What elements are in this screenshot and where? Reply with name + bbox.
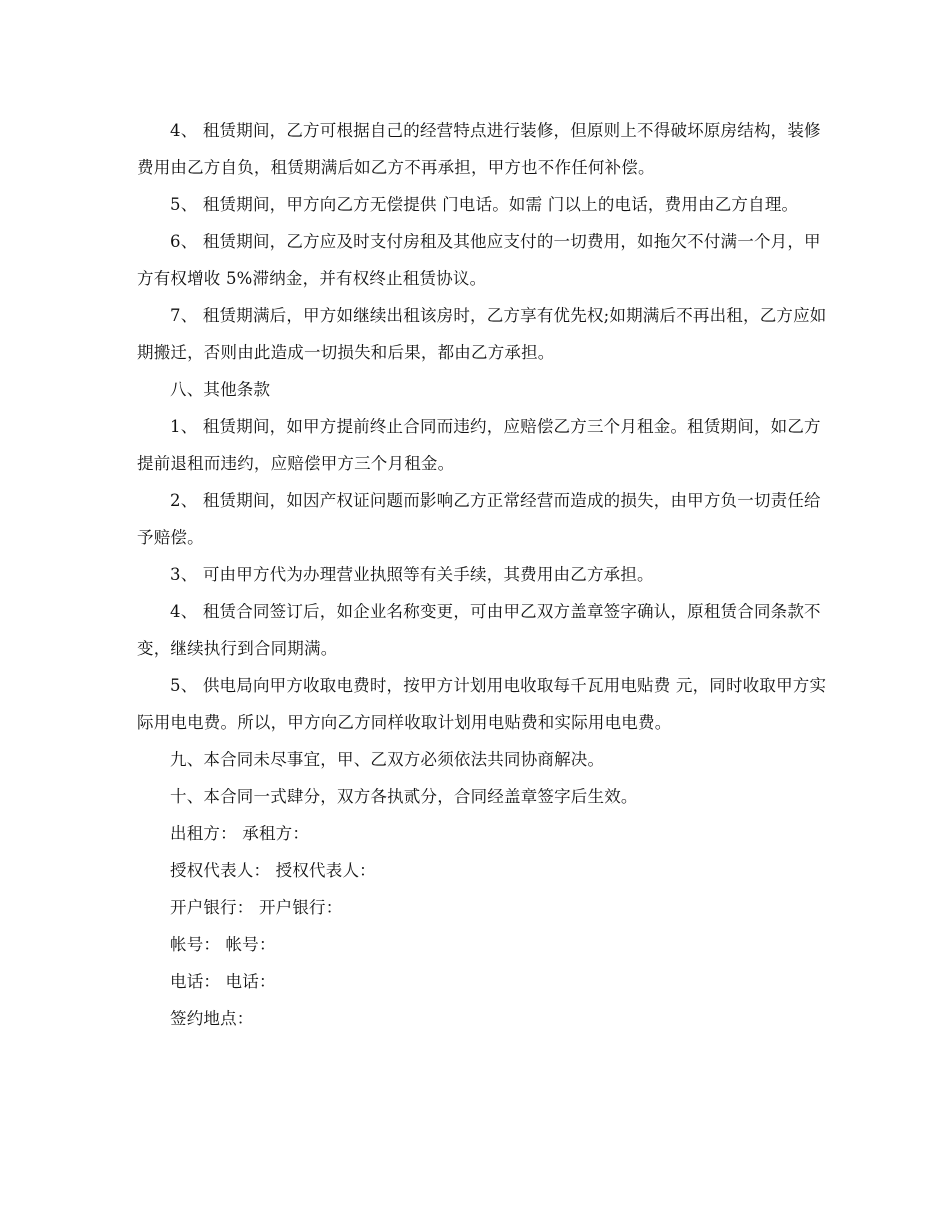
section-8-clause-2: 2、 租赁期间，如因产权证问题而影响乙方正常经营而造成的损失，由甲方负一切责任给予赔偿。	[137, 491, 821, 547]
signature-representatives: 授权代表人： 授权代表人：	[170, 861, 376, 880]
clause-7-renewal: 7、 租赁期满后，甲方如继续出租该房时，乙方享有优先权;如期满后不再出租，乙方应如期搬迁，否则由此造成一切损失和后果，都由乙方承担。	[137, 306, 827, 362]
signature-phones: 电话： 电话：	[170, 972, 276, 991]
clause-5-telephone: 5、 租赁期间，甲方向乙方无偿提供 门电话。如需 门以上的电话，费用由乙方自理。	[170, 195, 799, 214]
document-body	[137, 112, 827, 1037]
signature-parties: 出租方： 承租方：	[170, 824, 310, 843]
signature-accounts: 帐号： 帐号：	[170, 935, 276, 954]
section-8-clause-5: 5、 供电局向甲方收取电费时，按甲方计划用电收取每千瓦用电贴费 元，同时收取甲方实际用电电费。所以，甲方向乙方同样收取计划用电贴费和实际用电电费。	[137, 676, 827, 732]
section-10: 十、本合同一式肆分，双方各执贰分，合同经盖章签字后生效。	[170, 787, 638, 806]
signature-location: 签约地点：	[170, 1009, 254, 1028]
signature-banks: 开户银行： 开户银行：	[170, 898, 343, 917]
section-9: 九、本合同未尽事宜，甲、乙双方必须依法共同协商解决。	[170, 750, 605, 769]
section-8-clause-1: 1、 租赁期间，如甲方提前终止合同而违约，应赔偿乙方三个月租金。租赁期间，如乙方提前退租而违约，应赔偿甲方三个月租金。	[137, 417, 821, 473]
section-8-clause-3: 3、 可由甲方代为办理营业执照等有关手续，其费用由乙方承担。	[170, 565, 654, 584]
clause-4-renovation: 4、 租赁期间，乙方可根据自己的经营特点进行装修，但原则上不得破坏原房结构，装修费用由乙方自负，租赁期满后如乙方不再承担，甲方也不作任何补偿。	[137, 121, 821, 177]
section-8-clause-4: 4、 租赁合同签订后，如企业名称变更，可由甲乙双方盖章签字确认，原租赁合同条款不变，继续执行到合同期满。	[137, 602, 821, 658]
clause-6-payment: 6、 租赁期间，乙方应及时支付房租及其他应支付的一切费用，如拖欠不付满一个月，甲方有权增收 5%滞纳金，并有权终止租赁协议。	[137, 232, 821, 288]
section-8-heading: 八、其他条款	[170, 380, 271, 399]
